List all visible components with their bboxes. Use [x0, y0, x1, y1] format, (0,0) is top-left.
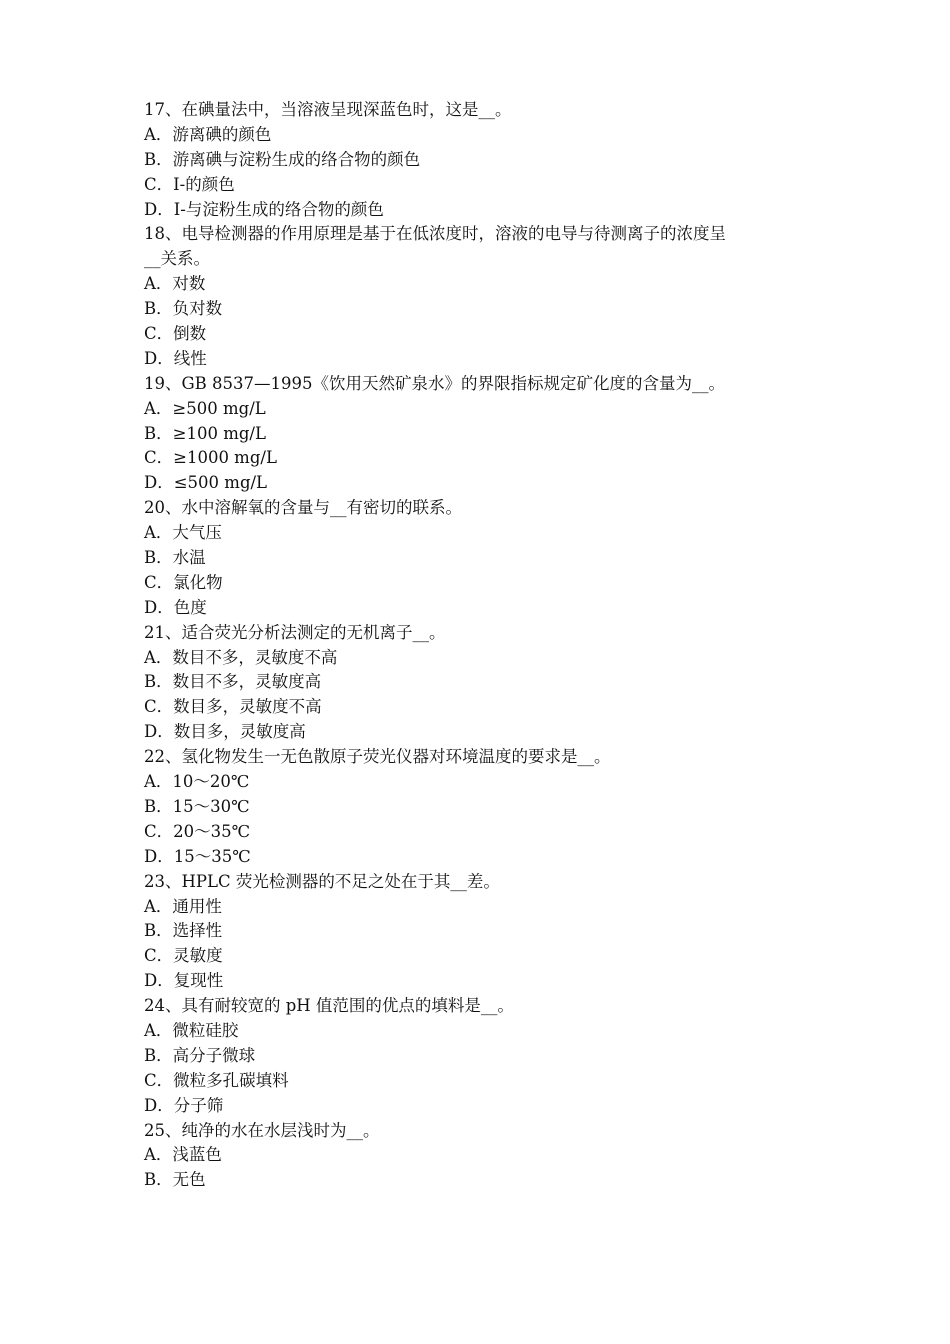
question-17-option-c: C．I-的颜色: [144, 174, 235, 194]
question-19-option-c: C．≥1000 mg/L: [144, 448, 277, 468]
question-23-option-a: A．通用性: [144, 896, 222, 916]
question-25-option-b: B．无色: [144, 1170, 206, 1190]
question-18-option-d: D．线性: [144, 348, 207, 368]
question-20-stem: 20、水中溶解氧的含量与__有密切的联系。: [144, 498, 462, 518]
question-18-option-a: A．对数: [144, 274, 206, 294]
question-22-option-d: D．15～35℃: [144, 846, 251, 866]
question-25-option-a: A．浅蓝色: [144, 1145, 222, 1165]
question-21-option-d: D．数目多，灵敏度高: [144, 722, 306, 742]
question-17-option-d: D．I-与淀粉生成的络合物的颜色: [144, 199, 384, 219]
question-20-option-b: B．水温: [144, 548, 206, 568]
question-23-option-c: C．灵敏度: [144, 946, 223, 966]
question-21-option-b: B．数目不多，灵敏度高: [144, 672, 322, 692]
question-18-stem: 18、电导检测器的作用原理是基于在低浓度时，溶液的电导与待测离子的浓度呈: [144, 224, 726, 244]
question-22-stem: 22、氢化物发生一无色散原子荧光仪器对环境温度的要求是__。: [144, 747, 611, 767]
question-21-option-a: A．数目不多，灵敏度不高: [144, 647, 338, 667]
question-17-option-b: B．游离碘与淀粉生成的络合物的颜色: [144, 149, 421, 169]
question-22-option-a: A．10～20℃: [144, 772, 250, 792]
question-19-option-a: A．≥500 mg/L: [144, 398, 266, 418]
question-20-option-d: D．色度: [144, 597, 207, 617]
question-24-option-a: A．微粒硅胶: [144, 1020, 239, 1040]
question-17-option-a: A．游离碘的颜色: [144, 124, 272, 144]
question-18-stem-continued: __关系。: [144, 249, 210, 269]
question-20-option-c: C．氯化物: [144, 572, 223, 592]
question-20-option-a: A．大气压: [144, 523, 222, 543]
question-24-stem: 24、具有耐较宽的 pH 值范围的优点的填料是__。: [144, 996, 514, 1016]
question-22-option-c: C．20～35℃: [144, 821, 251, 841]
question-17-stem: 17、在碘量法中，当溶液呈现深蓝色时，这是__。: [144, 100, 512, 119]
question-19-option-b: B．≥100 mg/L: [144, 423, 266, 443]
question-19-stem: 19、GB 8537—1995《饮用天然矿泉水》的界限指标规定矿化度的含量为__。: [144, 373, 726, 393]
question-18-option-c: C．倒数: [144, 324, 207, 344]
question-23-option-b: B．选择性: [144, 921, 223, 941]
document-body: [144, 98, 814, 1193]
question-21-option-c: C．数目多，灵敏度不高: [144, 697, 322, 717]
question-23-stem: 23、HPLC 荧光检测器的不足之处在于其__差。: [144, 871, 500, 891]
question-22-option-b: B．15～30℃: [144, 796, 250, 816]
question-21-stem: 21、适合荧光分析法测定的无机离子__。: [144, 622, 446, 642]
question-24-option-d: D．分子筛: [144, 1095, 224, 1115]
question-23-option-d: D．复现性: [144, 971, 224, 991]
question-24-option-c: C．微粒多孔碳填料: [144, 1070, 289, 1090]
question-25-stem: 25、纯净的水在水层浅时为__。: [144, 1120, 380, 1140]
question-19-option-d: D．≤500 mg/L: [144, 473, 268, 493]
question-24-option-b: B．高分子微球: [144, 1045, 256, 1065]
question-18-option-b: B．负对数: [144, 299, 223, 319]
